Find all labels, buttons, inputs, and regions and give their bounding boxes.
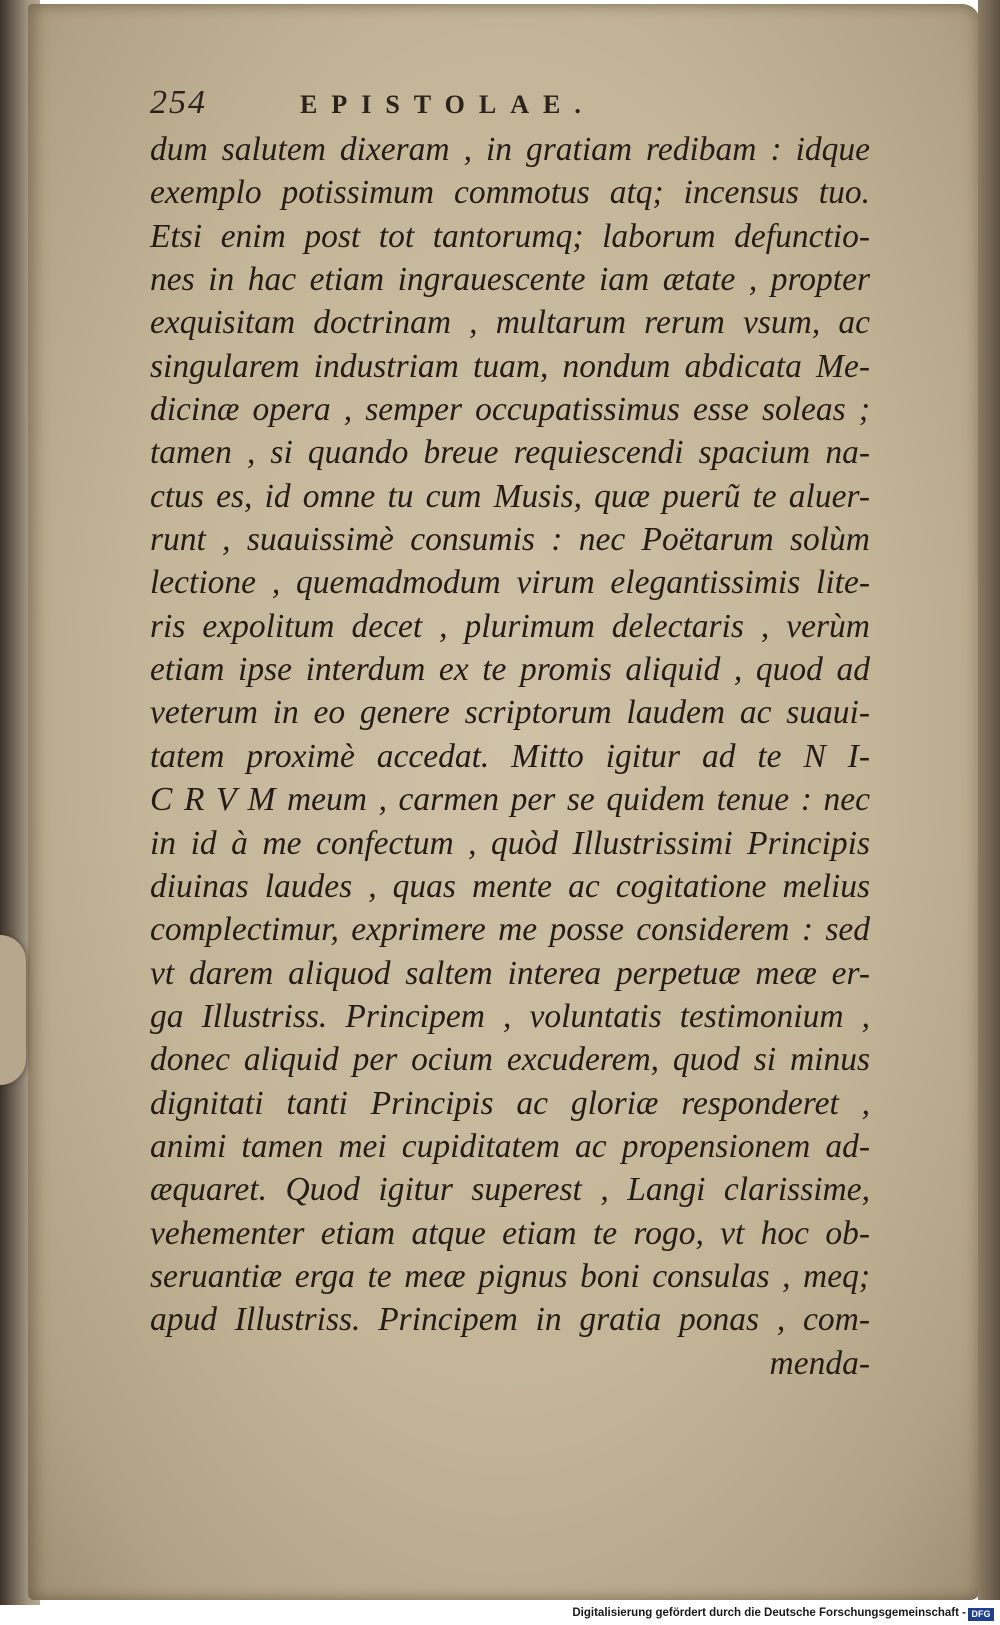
funding-credit: Digitalisierung gefördert durch die Deutsche Forschungsgemeinschaft - — [572, 1607, 966, 1619]
text-line: veterum in eo genere scriptorum laudem ac suaui- — [150, 694, 870, 732]
text-line: runt , suauissimè consumis : nec Poëtarum solùm — [150, 521, 870, 559]
text-line: vt darem aliquod saltem interea perpetuæ meæ er- — [150, 954, 870, 992]
text-line: dignitati tanti Principis ac gloriæ responderet , — [150, 1084, 870, 1122]
footer-bar — [0, 1605, 1000, 1625]
page-gutter — [978, 0, 1000, 1600]
text-line: Etsi enim post tot tantorumq; laborum defunctio- — [150, 217, 870, 255]
page-number: 254 — [150, 84, 207, 121]
text-line: vehementer etiam atque etiam te rogo, vt hoc ob- — [150, 1214, 870, 1252]
page-header — [150, 84, 870, 124]
text-line: apud Illustriss. Principem in gratia ponas , com- — [150, 1301, 870, 1339]
text-line: nes in hac etiam ingrauescente iam ætate , propter — [150, 261, 870, 299]
text-line: exemplo potissimum commotus atq; incensus tuo. — [150, 174, 870, 212]
text-line: dum salutem dixeram , in gratiam redibam : idque — [150, 131, 870, 168]
text-line: seruantiæ erga te meæ pignus boni consulas , meq; — [150, 1257, 870, 1295]
text-line: tamen , si quando breue requiescendi spacium na- — [150, 434, 870, 472]
text-line: lectione , quemadmodum virum elegantissimis lite- — [150, 564, 870, 602]
page-tab-mark — [0, 935, 26, 1085]
text-line: etiam ipse interdum ex te promis aliquid , quod ad — [150, 651, 870, 689]
text-line: donec aliquid per ocium excuderem, quod si minus — [150, 1041, 870, 1079]
text-line: ctus es, id omne tu cum Musis, quæ puerũ te aluer- — [150, 477, 870, 515]
text-line: ga Illustriss. Principem , voluntatis testimonium , — [150, 997, 870, 1035]
text-line: tatem proximè accedat. Mitto igitur ad te N I- — [150, 737, 870, 775]
text-line: diuinas laudes , quas mente ac cogitatione melius — [150, 867, 870, 905]
catchword: menda- — [769, 1344, 870, 1382]
text-line: animi tamen mei cupiditatem ac propensionem ad- — [150, 1127, 870, 1165]
text-line: æquaret. Quod igitur superest , Langi clarissime, — [150, 1171, 870, 1209]
dfg-logo-icon: DFG — [968, 1608, 994, 1621]
text-line: complectimur, exprimere me posse considerem : sed — [150, 911, 870, 949]
text-line: dicinæ opera , semper occupatissimus esse soleas ; — [150, 391, 870, 429]
text-line: C R V M meum , carmen per se quidem tenue : nec — [150, 781, 870, 819]
text-line: singularem industriam tuam, nondum abdicata Me- — [150, 347, 870, 385]
body-text — [150, 128, 870, 1385]
text-line: ris expolitum decet , plurimum delectaris , verùm — [150, 607, 870, 645]
text-line: exquisitam doctrinam , multarum rerum vsum, ac — [150, 304, 870, 342]
text-line: in id à me confectum , quòd Illustrissimi Principis — [150, 824, 870, 862]
running-head: EPISTOLAE. — [300, 90, 595, 119]
